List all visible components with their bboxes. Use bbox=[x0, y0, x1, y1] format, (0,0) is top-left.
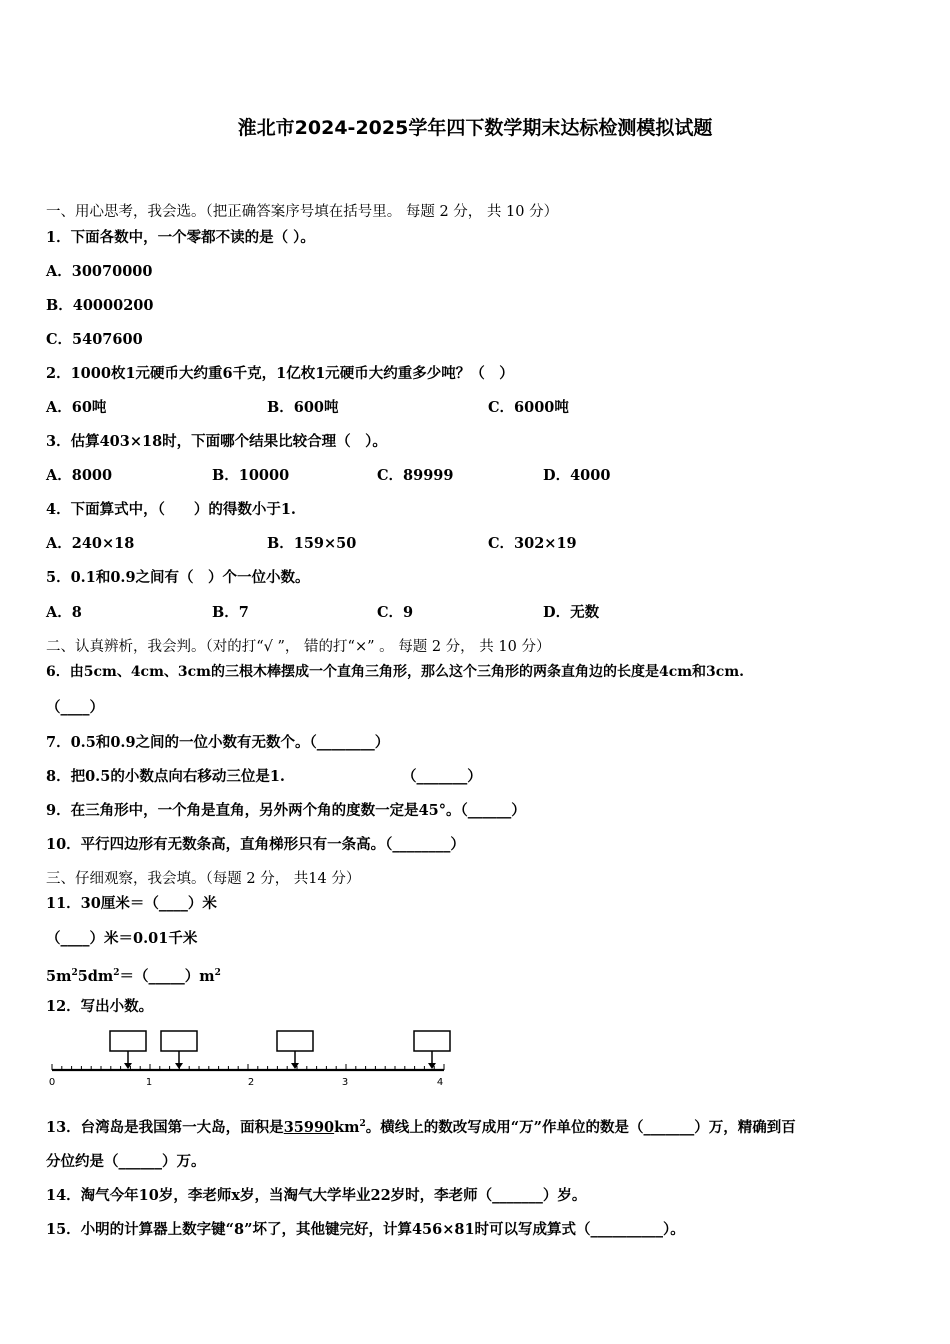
question-14: 14．淘气今年10岁，李老师x岁，当淘气大学毕业22岁时，李老师（_______）岁。 bbox=[46, 1187, 587, 1204]
question-8-blank: （_______） bbox=[402, 768, 482, 785]
q4-option-b: B．159×50 bbox=[267, 535, 357, 552]
q2-option-b: B．600吨 bbox=[267, 399, 339, 416]
question-6: 6．由5cm、4cm、3cm的三根木棒摆成一个直角三角形，那么这个三角形的两条直角边的长度是4cm和3cm. bbox=[46, 664, 745, 680]
arrowhead-4 bbox=[428, 1063, 436, 1069]
q3-option-a: A．8000 bbox=[46, 467, 113, 484]
question-1: 1．下面各数中，一个零都不读的是（ ）。 bbox=[46, 229, 315, 246]
q3-option-c: C．89999 bbox=[377, 467, 454, 484]
q3-option-d: D．4000 bbox=[543, 467, 611, 484]
question-9: 9．在三角形中，一个角是直角，另外两个角的度数一定是45°。（______） bbox=[46, 802, 526, 819]
answer-box-2 bbox=[161, 1031, 197, 1051]
question-15: 15．小明的计算器上数字键“8”坏了，其他键完好，计算456×81时可以写成算式（__________）。 bbox=[46, 1221, 685, 1238]
tick-label-3: 3 bbox=[341, 1077, 349, 1088]
tick-label-4: 4 bbox=[436, 1077, 444, 1088]
section-1-heading: 一、用心思考，我会选。（把正确答案序号填在括号里。 每题 2 分， 共 10 分） bbox=[46, 204, 559, 220]
q1-option-c: C．5407600 bbox=[46, 331, 143, 348]
page-title: 淮北市2024-2025学年四下数学期末达标检测模拟试题 bbox=[237, 117, 713, 139]
question-11-line1: 11．30厘米＝（____）米 bbox=[46, 895, 217, 912]
answer-box-3 bbox=[277, 1031, 313, 1051]
question-11-line2: （____）米＝0.01千米 bbox=[46, 930, 198, 947]
answer-box-4 bbox=[414, 1031, 450, 1051]
question-13-line2: 分位约是（______）万。 bbox=[46, 1153, 206, 1170]
q4-option-c: C．302×19 bbox=[488, 535, 577, 552]
question-12: 12．写出小数。 bbox=[46, 998, 154, 1015]
question-7: 7．0.5和0.9之间的一位小数有无数个。（________） bbox=[46, 734, 390, 751]
question-3: 3．估算403×18时，下面哪个结果比较合理（ ）。 bbox=[46, 433, 387, 450]
arrowhead-3 bbox=[291, 1063, 299, 1069]
q1-option-a: A．30070000 bbox=[46, 263, 153, 280]
q5-option-d: D．无数 bbox=[543, 604, 600, 621]
question-4: 4．下面算式中，（ ）的得数小于1. bbox=[46, 501, 296, 518]
question-5: 5．0.1和0.9之间有（ ）个一位小数。 bbox=[46, 569, 310, 586]
answer-box-1 bbox=[110, 1031, 146, 1051]
q5-option-c: C．9 bbox=[377, 604, 414, 621]
tick-label-1: 1 bbox=[145, 1077, 153, 1088]
tick-label-0: 0 bbox=[48, 1077, 56, 1088]
q4-option-a: A．240×18 bbox=[46, 535, 135, 552]
tick-label-2: 2 bbox=[247, 1077, 255, 1088]
question-2: 2．1000枚1元硬币大约重6千克，1亿枚1元硬币大约重多少吨？（ ） bbox=[46, 365, 514, 382]
q3-option-b: B．10000 bbox=[212, 467, 290, 484]
q2-option-a: A．60吨 bbox=[46, 399, 107, 416]
question-10: 10．平行四边形有无数条高，直角梯形只有一条高。（________） bbox=[46, 836, 465, 853]
question-8: 8．把0.5的小数点向右移动三位是1. bbox=[46, 768, 285, 785]
question-6-blank: （____） bbox=[46, 699, 104, 716]
question-11-line3: $5m^25dm^2=(\_\_\_\_\_)m^2$ bbox=[46, 968, 221, 985]
q2-option-c: C．6000吨 bbox=[488, 399, 569, 416]
q1-option-b: B．40000200 bbox=[46, 297, 154, 314]
section-2-heading: 二、认真辨析，我会判。（对的打“√ ”， 错的打“×” 。 每题 2 分， 共 10 分） bbox=[46, 639, 551, 655]
q5-option-a: A．8 bbox=[46, 604, 82, 621]
question-13-line1: 13．台湾岛是我国第一大岛，面积是$35990km^2$。横线上的数改写成用“万”作单位的数是（_______）万，精确到百 bbox=[46, 1119, 796, 1136]
q5-option-b: B．7 bbox=[212, 604, 249, 621]
number-line-figure bbox=[46, 1025, 456, 1091]
section-3-heading: 三、仔细观察，我会填。（每题 2 分， 共14 分） bbox=[46, 871, 361, 887]
